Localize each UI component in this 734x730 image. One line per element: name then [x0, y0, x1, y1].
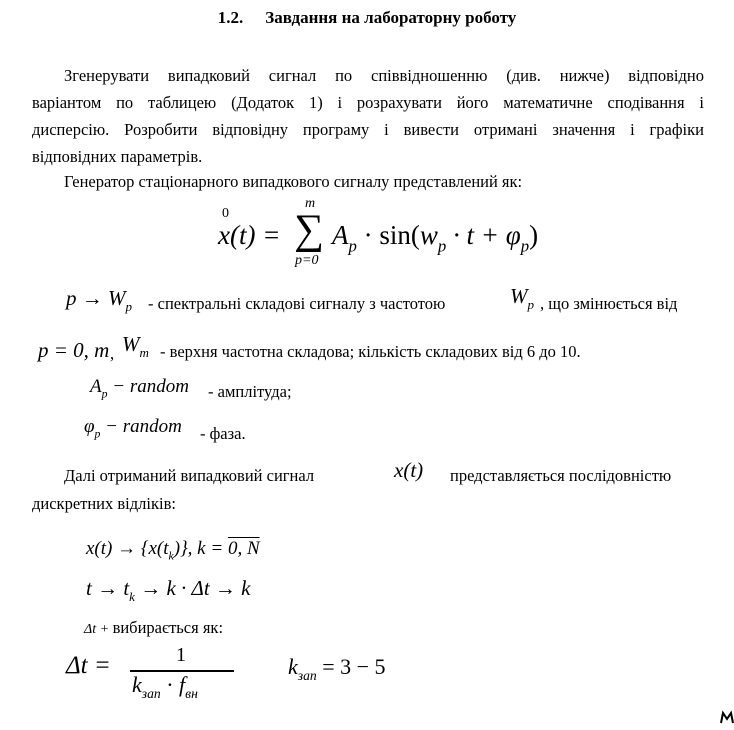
section-number: 1.2.	[217, 8, 244, 27]
intro-line: Згенерувати випадковий сигнал по співвідношенню (див. нижче) відповідно	[64, 66, 704, 85]
p-to-W-expr: $p \to W_p$	[66, 286, 133, 314]
Wp-symbol: $W_p$	[510, 284, 535, 312]
phase-text: - фаза.	[200, 424, 246, 443]
formula-lhs: x(t) =	[218, 220, 281, 250]
section-title: Завдання на лабораторну роботу	[265, 8, 517, 27]
phase-expr: $\varphi_p$ − random	[84, 416, 182, 441]
intro-paragraph	[32, 62, 704, 170]
sum-upper-limit: m	[305, 196, 316, 211]
formula-zero-mark: 0	[222, 206, 229, 221]
discrete-text-b: представляється послідовністю	[450, 466, 672, 485]
intro-line: відповідних параметрів.	[32, 147, 203, 166]
x-of-t-symbol: x(t)	[394, 458, 424, 482]
sum-sign: ∑	[294, 207, 324, 253]
discrete-text-line2: дискретних відліків:	[32, 494, 176, 513]
dt-lhs: Δt =	[66, 652, 111, 679]
amplitude-expr: $A_p$ − random	[90, 376, 189, 401]
amplitude-text: - амплітуда;	[208, 382, 292, 401]
Wm-symbol: $W_m$	[122, 332, 149, 360]
kzap-formula: $k_{зап} = 3 - 5$	[288, 654, 386, 684]
spectral-text-end: , що змінюється від	[540, 294, 678, 313]
dt-line: Δt + вибирається як:	[84, 618, 224, 637]
intro-line: дисперсію. Розробити відповідну програму і вивести отримані значення і графіки	[32, 120, 704, 139]
range-comma: ,	[110, 344, 115, 363]
range-expr: p = 0, m	[38, 338, 110, 362]
spectral-text: - спектральні складові сигналу з частотою	[148, 294, 446, 313]
corner-logo	[720, 710, 734, 724]
dt-numerator: 1	[176, 644, 186, 666]
intro-line: варіантом по таблицею (Додаток 1) і розрахувати його математичне сподівання і	[32, 93, 704, 112]
samples-formula: $x(t) \to \{x(t_k)\}$, k = 0, N	[86, 538, 260, 563]
range-text: - верхня частотна складова; кількість складових від 6 до 10.	[160, 342, 581, 361]
section-heading	[0, 8, 734, 28]
discrete-text-a: Далі отриманий випадковий сигнал	[64, 466, 315, 485]
dt-denominator: $k_{зап} \cdot f_{вн}$	[132, 672, 198, 702]
time-formula: $t \to t_k \to k \cdot \Delta t \to k$	[86, 576, 251, 604]
sum-lower-limit: p=0	[295, 253, 319, 268]
generator-intro: Генератор стаціонарного випадкового сигналу представлений як:	[64, 172, 523, 191]
formula-body: $A_p \cdot \sin(w_p \cdot t + \varphi_p)$	[332, 220, 539, 256]
